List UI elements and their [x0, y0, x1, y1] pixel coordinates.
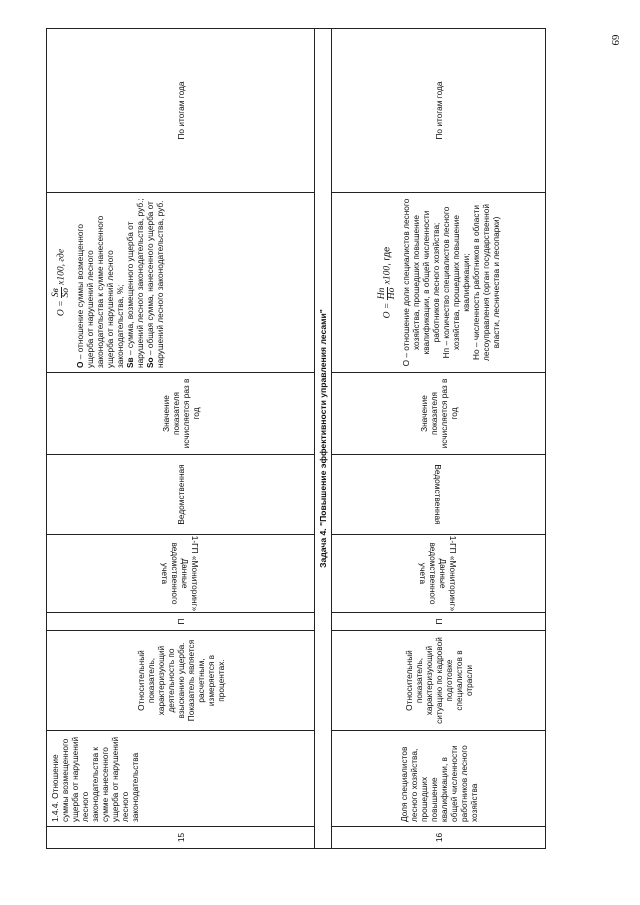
page-number: 69	[609, 34, 621, 46]
timing: По итогам года	[332, 29, 546, 193]
indicator-code: П	[332, 613, 546, 631]
method-line: So – общая сумма, нанесенного ущерба от нарушений лесного законодательства, руб.	[145, 200, 165, 368]
method-text: О – отношение доли специалистов лесного хозяйства, прошедших повышение квалификации, в общей численности работников лесного хозяйства; Нп – количество специалистов лесного хозяйства, прошедших повышение квалификации; Но – численность работников в области лесоуправления (орган государственной власти, лесничества и лесопарки)	[401, 198, 501, 367]
periodicity: Значение показателя исчисляется раз в год	[47, 373, 315, 455]
method-line: О – отношение суммы возмещенного ущерба от нарушений лесного законодательства к сумме нанесенного ущерба от нарушений лесного законодательства, %;	[75, 215, 125, 368]
owner: Ведомственная	[47, 455, 315, 535]
indicator-description: Относительный показатель, характеризующий ситуацию по кадровой подготовке специалистов в отрасли	[332, 631, 546, 731]
owner-cell	[332, 455, 546, 535]
data-source: 1-ГП «Мониторинг» Данные ведомственного учета	[160, 535, 201, 612]
calculation-method	[332, 193, 546, 373]
timing: По итогам года	[47, 29, 315, 193]
indicator-name: Доля специалистов лесного хозяйства, прошедших повышение квалификации, в общей численности работников лесного хозяйства	[332, 731, 546, 827]
formula: O = Sв So x100, где	[51, 248, 71, 317]
data-source: 1-ГП «Мониторинг» Данные ведомственного учета	[418, 535, 459, 612]
task-heading: Задача 4. "Повышение эффективности управления лесами"	[315, 29, 332, 849]
row-number: 15	[47, 827, 315, 849]
owner: Ведомственная	[433, 464, 444, 525]
rotated-table-area	[46, 29, 546, 849]
row-number: 16	[332, 827, 546, 849]
table-row	[47, 29, 315, 849]
method-line: Sв – сумма, возмещенного ущерба от нарушений лесного законодательства, руб.;	[125, 198, 145, 368]
indicator-code: П	[47, 613, 315, 631]
calculation-method	[47, 193, 315, 373]
indicator-name: 1.4.4. Отношение суммы возмещенного ущерба от нарушений лесного законодательства к сумме нанесенного ущерба от нарушений лесного законодательства	[47, 731, 315, 827]
indicators-table	[46, 28, 546, 849]
formula: O = Нп Но x100, где	[377, 246, 397, 319]
periodicity: Значение показателя исчисляется раз в год	[332, 373, 546, 455]
data-source-cell	[47, 535, 315, 613]
indicator-description: Относительный показатель, характеризующий деятельность по взысканию ущерба. Показатель является расчетным, измеряется в процентах.	[47, 631, 315, 731]
table-row	[332, 29, 546, 849]
data-source-cell	[332, 535, 546, 613]
task-row	[315, 29, 332, 849]
